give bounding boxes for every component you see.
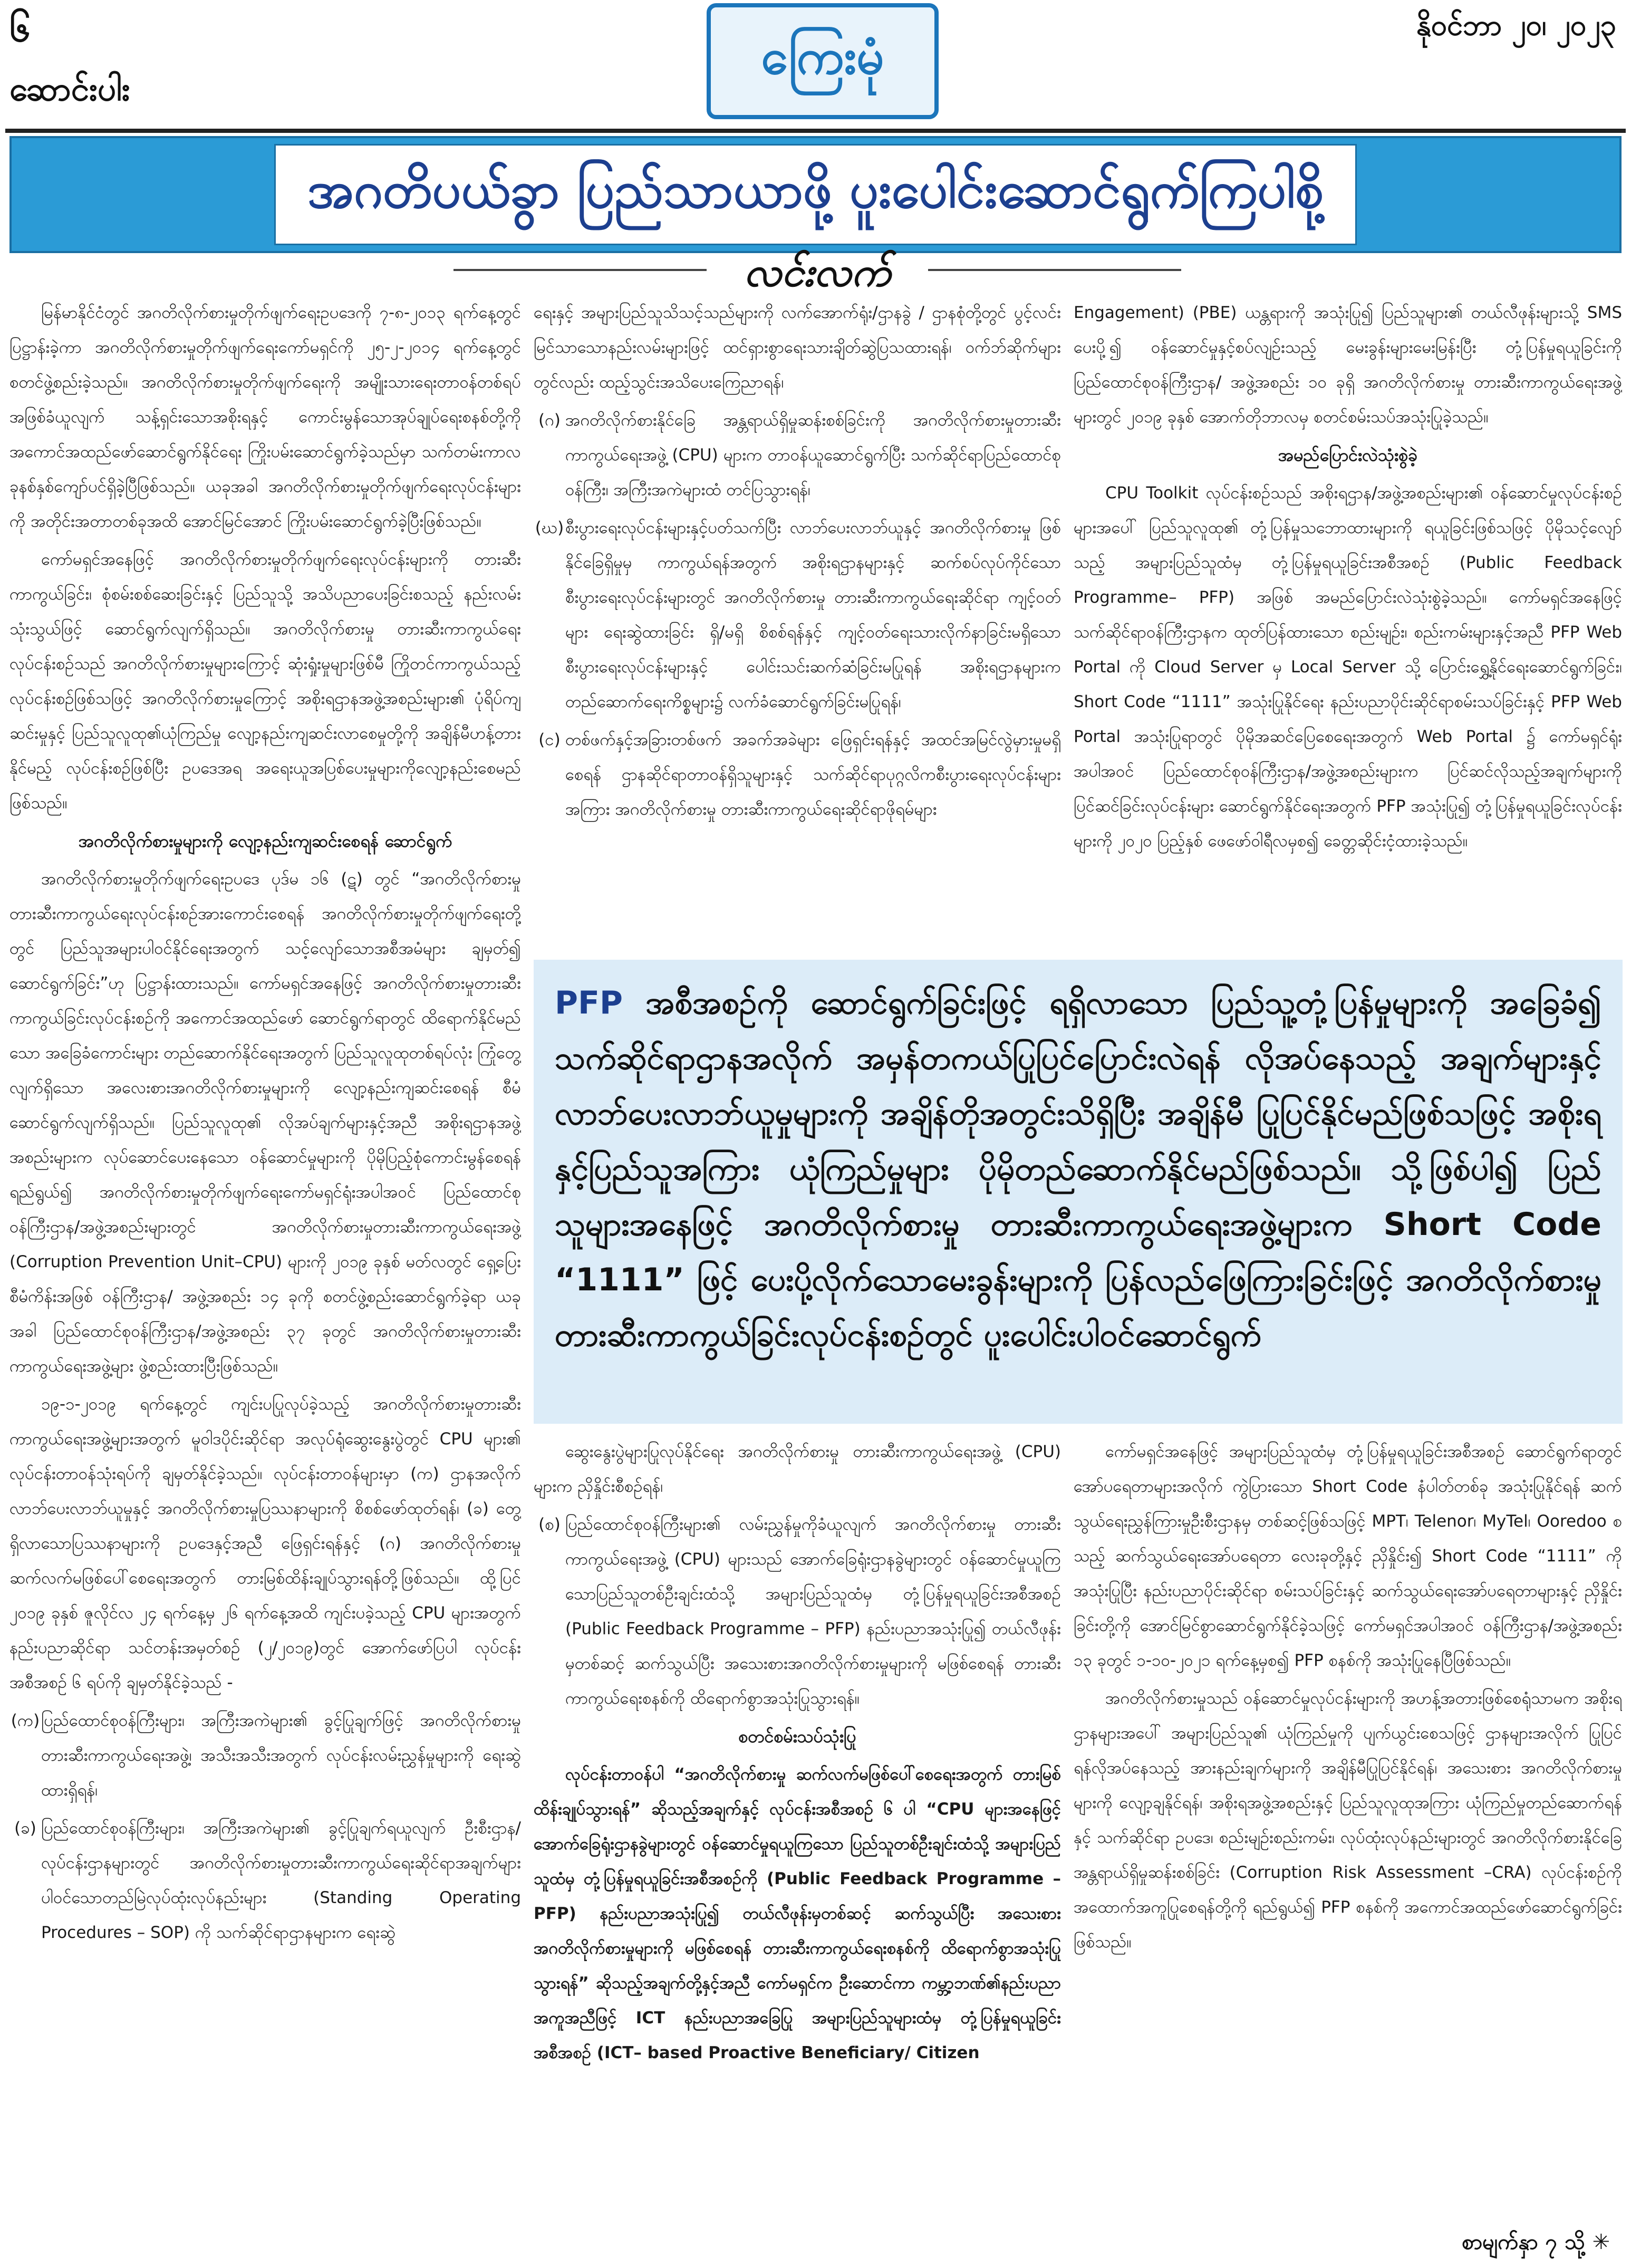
list-text: အဂတိလိုက်စားနိုင်ခြေ အန္တရာယ်ရှိမှုဆန်းစစ်ခြင်းကို အဂတိလိုက်စားမှုတားဆီးကာကွယ်ရေးအဖွဲ့ (CPU) များက တာဝန်ယူဆောင်ရွက်ပြီး သက်ဆိုင်ရာပြည်ထောင်စုဝန်ကြီး၊ အကြီးအကဲများထံ တင်ပြသွားရန်၊: [565, 411, 1061, 499]
paragraph: CPU Toolkit လုပ်ငန်းစဉ်သည် အစိုးရဌာန/အဖွဲ့အစည်းများ၏ ဝန်ဆောင်မှုလုပ်ငန်းစဉ်များအပေါ် ပြည်သူလူထု၏ တုံ့ပြန်မှုသဘောထားများကို ရယူခြင်းဖြစ်သဖြင့် ပိုမိုသင့်လျော်သည့် အများပြည်သူထံမှ တုံ့ပြန်မှုရယူခြင်းအစီအစဉ် (Public Feedback Programme– PFP) အဖြစ် အမည်ပြောင်းလဲသုံးစွဲခဲ့သည်။ ကော်မရှင်အနေဖြင့် သက်ဆိုင်ရာဝန်ကြီးဌာနက ထုတ်ပြန်ထားသော စည်းမျဉ်း၊ စည်းကမ်းများနှင့်အညီ PFP Web Portal ကို Cloud Server မှ Local Server သို့ ပြောင်းရွှေ့နိုင်ရေးဆောင်ရွက်ခြင်း၊ Short Code “1111” အသုံးပြုနိုင်ရေး နည်းပညာပိုင်းဆိုင်ရာစမ်းသပ်ခြင်းနှင့် PFP Web Portal အသုံးပြုရာတွင် ပိုမိုအဆင်ပြေစေရေးအတွက် Web Portal ၌ ကော်မရှင်ရုံးအပါအဝင် ပြည်ထောင်စုဝန်ကြီးဌာန/အဖွဲ့အစည်းများက ပြင်ဆင်လိုသည့်အချက်များကို ပြင်ဆင်ခြင်းလုပ်ငန်းများ ဆောင်ရွက်နိုင်ရေးအတွက် PFP အသုံးပြု၍ တုံ့ပြန်မှုရယူခြင်းလုပ်ငန်းများကို ၂၀၂၀ ပြည့်နှစ် ဖေဖော်ဝါရီလမှစ၍ ခေတ္တဆိုင်းငံ့ထားခဲ့သည်။: [1074, 484, 1622, 851]
masthead-logo: ကြေးမုံ: [707, 3, 939, 119]
subheading: စတင်စမ်းသပ်သုံးပြု: [738, 1726, 856, 1746]
byline-rule-left: [453, 269, 707, 271]
article-headline: အဂတိပယ်ခွာ ပြည်သာယာဖို့ ပူးပေါင်းဆောင်ရွက်ကြပါစို့: [274, 144, 1357, 245]
continued-on-page: စာမျက်နှာ ၇ သို့ ✳: [1462, 2230, 1610, 2254]
paragraph: လုပ်ငန်းတာဝန်ပါ “အဂတိလိုက်စားမှု ဆက်လက်မဖြစ်ပေါ်စေရေးအတွက် တားမြစ်ထိန်းချုပ်သွားရန်” ဆိုသည့်အချက်နှင့် လုပ်ငန်းအစီအစဉ် ၆ ပါ “CPU များအနေဖြင့် အောက်ခြေရုံးဌာနခွဲများတွင် ဝန်ဆောင်မှုရယူကြသော ပြည်သူတစ်ဦးချင်းထံသို့ အများပြည်သူထံမှ တုံ့ပြန်မှုရယူခြင်းအစီအစဉ်ကို (Public Feedback Programme – PFP) နည်းပညာအသုံးပြု၍ တယ်လီဖုန်းမှတစ်ဆင့် ဆက်သွယ်ပြီး အသေးစားအဂတိလိုက်စားမှုများကို မဖြစ်စေရန် တားဆီးကာကွယ်ရေးစနစ်ကို ထိရောက်စွာအသုံးပြုသွားရန်” ဆိုသည့်အချက်တို့နှင့်အညီ ကော်မရှင်က ဦးဆောင်ကာ ကမ္ဘာ့ဘဏ်၏နည်းပညာအကူအညီဖြင့် ICT နည်းပညာအခြေပြု အများပြည်သူများထံမှ တုံ့ပြန်မှုရယူခြင်းအစီအစဉ် (ICT– based Proactive Beneficiary/ Citizen: [534, 1765, 1061, 2062]
list-text: ပြည်ထောင်စုဝန်ကြီးများ၊ အကြီးအကဲများ၏ ခွင့်ပြုချက်ရယူလျက် ဦးစီးဌာန/လုပ်ငန်းဌာနများတွင် အဂတိလိုက်စားမှုတားဆီးကာကွယ်ရေးဆိုင်ရာအချက်များ ပါဝင်သောတည်မြဲလုပ်ထုံးလုပ်နည်းများ (Standing Operating Procedures – SOP) ကို သက်ဆိုင်ရာဌာနများက ရေးဆွဲ: [41, 1819, 521, 1942]
list-marker: (ဂ): [538, 411, 561, 430]
paragraph: အဂတိလိုက်စားမှုတိုက်ဖျက်ရေးဥပဒေ ပုဒ်မ ၁၆ (ဋ) တွင် “အဂတိလိုက်စားမှုတားဆီးကာကွယ်ရေးလုပ်ငန်းစဉ်အားကောင်းစေရန် အဂတိလိုက်စားမှုတိုက်ဖျက်ရေးတို့တွင် ပြည်သူအများပါဝင်နိုင်ရေးအတွက် သင့်လျော်သောအစီအမံများ ချမှတ်၍ ဆောင်ရွက်ခြင်း”ဟု ပြဋ္ဌာန်းထားသည်။ ကော်မရှင်အနေဖြင့် အဂတိလိုက်စားမှုတားဆီးကာကွယ်ခြင်းလုပ်ငန်းစဉ်ကို အကောင်အထည်ဖော် ဆောင်ရွက်ရာတွင် ထိရောက်နိုင်မည်သော အခြေခံကောင်းများ တည်ဆောက်နိုင်ရေးအတွက် ပြည်သူလူထုတစ်ရပ်လုံး ကြုံတွေ့လျက်ရှိသော အလေးစားအဂတိလိုက်စားမှုများကို လျော့နည်းကျဆင်းစေရန် စီမံဆောင်ရွက်လျက်ရှိသည်။ ပြည်သူလူထု၏ လိုအပ်ချက်များနှင့်အညီ အစိုးရဌာနအဖွဲ့အစည်းများက လုပ်ဆောင်ပေးနေသော ဝန်ဆောင်မှုများကို ပိုမိုပြည့်စုံကောင်းမွန်စေရန်ရည်ရွယ်၍ အဂတိလိုက်စားမှုတိုက်ဖျက်ရေးကော်မရှင်ရုံးအပါအဝင် ပြည်ထောင်စုဝန်ကြီးဌာန/အဖွဲ့အစည်းများတွင် အဂတိလိုက်စားမှုတားဆီးကာကွယ်ရေးအဖွဲ့ (Corruption Prevention Unit–CPU) များကို ၂၀၁၉ ခုနှစ် မတ်လတွင် ရှေ့ပြေးစီမံကိန်းအဖြစ် ဝန်ကြီးဌာန/ အဖွဲ့အစည်း ၁၄ ခုကို စတင်ဖွဲ့စည်းဆောင်ရွက်ခဲ့ရာ ယခုအခါ ပြည်ထောင်စုဝန်ကြီးဌာန/အဖွဲ့အစည်း ၃၇ ခုတွင် အဂတိလိုက်စားမှုတားဆီးကာကွယ်ရေးအဖွဲ့များ ဖွဲ့စည်းထားပြီးဖြစ်သည်။: [9, 870, 521, 1376]
list-text: စီးပွားရေးလုပ်ငန်းများနှင့်ပတ်သက်ပြီး လာဘ်ပေးလာဘ်ယူနှင့် အဂတိလိုက်စားမှု ဖြစ်နိုင်ခြေရှိမှုမှ ကာကွယ်ရန်အတွက် အစိုးရဌာနများနှင့် ဆက်စပ်လုပ်ကိုင်သော စီးပွားရေးလုပ်ငန်းများတွင် အဂတိလိုက်စားမှု တားဆီးကာကွယ်ရေးဆိုင်ရာ ကျင့်ဝတ်များ ရေးဆွဲထားခြင်း ရှိ/မရှိ စိစစ်ရန်နှင့် ကျင့်ဝတ်ရေးသားလိုက်နာခြင်းမရှိသော စီးပွားရေးလုပ်ငန်းများနှင့် ပေါင်းသင်းဆက်ဆံခြင်းမပြုရန် အစိုးရဌာနများက တည်ဆောက်ရေးကိစ္စများ၌ လက်ခံဆောင်ရွက်ခြင်းမပြုရန်၊: [565, 518, 1061, 711]
page-number: ၆: [9, 7, 31, 50]
paragraph: ကော်မရှင်အနေဖြင့် အဂတိလိုက်စားမှုတိုက်ဖျက်ရေးလုပ်ငန်းများကို တားဆီးကာကွယ်ခြင်း၊ စုံစမ်းစစ်ဆေးခြင်းနှင့် ပြည်သူသို့ အသိပညာပေးခြင်းစသည့် နည်းလမ်းသုံးသွယ်ဖြင့် ဆောင်ရွက်လျက်ရှိသည်။ အဂတိလိုက်စားမှု တားဆီးကာကွယ်ရေးလုပ်ငန်းစဉ်သည် အဂတိလိုက်စားမှုများကြောင့် ဆုံးရှုံးမှုများဖြစ်မီ ကြိုတင်ကာကွယ်သည့်လုပ်ငန်းစဉ်ဖြစ်သဖြင့် အဂတိလိုက်စားမှုကြောင့် အစိုးရဌာနအဖွဲ့အစည်းများ၏ ပုံရိပ်ကျဆင်းမှုနှင့် ပြည်သူလူထု၏ယုံကြည်မှု လျော့နည်းကျဆင်းလာစေမှုတို့ကို အချိန်မီဟန့်တားနိုင်မည့် လုပ်ငန်းစဉ်ဖြစ်ပြီး ဥပဒေအရ အရေးယူအပြစ်ပေးမှုများကိုလျော့နည်းစေမည်ဖြစ်သည်။: [9, 550, 521, 813]
list-text: ပြည်ထောင်စုဝန်ကြီးများ၏ လမ်းညွှန်မှုကိုခံယူလျက် အဂတိလိုက်စားမှု တားဆီးကာကွယ်ရေးအဖွဲ့ (CPU) များသည် အောက်ခြေရုံးဌာနခွဲများတွင် ဝန်ဆောင်မှုယူကြသောပြည်သူတစ်ဦးချင်းထံသို့ အများပြည်သူထံမှ တုံ့ပြန်မှုရယူခြင်းအစီအစဉ် (Public Feedback Programme – PFP) နည်းပညာအသုံးပြု၍ တယ်လီဖုန်းမှတစ်ဆင့် ဆက်သွယ်ပြီး အသေးစားအဂတိလိုက်စားမှုများကို မဖြစ်စေရန် တားဆီးကာကွယ်ရေးစနစ်ကို ထိရောက်စွာအသုံးပြုသွားရန်။: [565, 1515, 1061, 1708]
paragraph: အဂတိလိုက်စားမှုသည် ဝန်ဆောင်မှုလုပ်ငန်းများကို အဟန့်အတားဖြစ်စေရုံသာမက အစိုးရဌာနများအပေါ် အများပြည်သူ၏ ယုံကြည်မှုကို ပျက်ယွင်းစေသဖြင့် ဌာနများအလိုက် ပြုပြင်ရန်လိုအပ်နေသည့် အားနည်းချက်များကို အချိန်မီပြုပြင်နိုင်ရန်၊ အသေးစား အဂတိလိုက်စားမှုများကို လျော့ချနိုင်ရန်၊ အစိုးရအဖွဲ့အစည်းနှင့် ပြည်သူလူထုအကြား ယုံကြည်မှုတည်ဆောက်ရန်နှင့် သက်ဆိုင်ရာ ဥပဒေ၊ စည်းမျဉ်းစည်းကမ်း၊ လုပ်ထုံးလုပ်နည်းများတွင် အဂတိလိုက်စားနိုင်ခြေအန္တရာယ်ရှိမှုဆန်းစစ်ခြင်း (Corruption Risk Assessment –CRA) လုပ်ငန်းစဉ်ကို အထောက်အကူပြုစေရန်တို့ကို ရည်ရွယ်၍ PFP စနစ်ကို အကောင်အထည်ဖော်ဆောင်ရွက်ခြင်းဖြစ်သည်။: [1074, 1689, 1622, 1952]
list-text: တစ်ဖက်နှင့်အခြားတစ်ဖက် အခက်အခဲများ ဖြေရှင်းရန်နှင့် အထင်အမြင်လွဲမှားမှုမရှိစေရန် ဌာနဆိုင်ရာတာဝန်ရှိသူများနှင့် သက်ဆိုင်ရာပုဂ္ဂလိကစီးပွားရေးလုပ်ငန်းများအကြား အဂတိလိုက်စားမှု တားဆီးကာကွယ်ရေးဆိုင်ရာဖိုရမ်များ: [565, 730, 1061, 819]
list-marker: (စ): [538, 1515, 561, 1534]
publication-date: နိုဝင်ဘာ ၂၀၊ ၂၀၂၃: [1416, 8, 1616, 42]
column-1: [9, 295, 521, 2246]
paragraph: ၁၉-၁-၂၀၁၉ ရက်နေ့တွင် ကျင်းပပြုလုပ်ခဲ့သည့် အဂတိလိုက်စားမှုတားဆီးကာကွယ်ရေးအဖွဲ့များအတွက် မူဝါဒပိုင်းဆိုင်ရာ အလုပ်ရုံဆွေးနွေးပွဲတွင် CPU များ၏ လုပ်ငန်းတာဝန်သုံးရပ်ကို ချမှတ်နိုင်ခဲ့သည်။ လုပ်ငန်းတာဝန်များမှာ (က) ဌာနအလိုက် လာဘ်ပေးလာဘ်ယူမှုနှင့် အဂတိလိုက်စားမှုပြဿနာများကို စိစစ်ဖော်ထုတ်ရန်၊ (ခ) တွေ့ရှိလာသောပြဿနာများကို ဥပဒေနှင့်အညီ ဖြေရှင်းရန်နှင့် (ဂ) အဂတိလိုက်စားမှု ဆက်လက်မဖြစ်ပေါ်စေရေးအတွက် တားမြစ်ထိန်းချုပ်သွားရန်တို့ဖြစ်သည်။ ထို့ပြင် ၂၀၁၉ ခုနှစ် ဇူလိုင်လ ၂၄ ရက်နေ့မှ ၂၆ ရက်နေ့အထိ ကျင်းပခဲ့သည့် CPU များအတွက် နည်းပညာဆိုင်ရာ သင်တန်းအမှတ်စဉ် (၂/၂၀၁၉)တွင် အောက်ဖော်ပြပါ လုပ်ငန်းအစီအစဉ် ၆ ရပ်ကို ချမှတ်နိုင်ခဲ့သည် -: [9, 1395, 521, 1692]
column-3-top: [1074, 295, 1622, 954]
list-item: [9, 1703, 521, 1808]
paragraph: ကော်မရှင်အနေဖြင့် အများပြည်သူထံမှ တုံ့ပြန်မှုရယူခြင်းအစီအစဉ် ဆောင်ရွက်ရာတွင် အော်ပရေတာများအလိုက် ကွဲပြားသော Short Code နံပါတ်တစ်ခု အသုံးပြုနိုင်ရန် ဆက်သွယ်ရေးညွှန်ကြားမှုဦးစီးဌာနမှ တစ်ဆင့်ဖြစ်သဖြင့် MPT၊ Telenor၊ MyTel၊ Ooredoo စသည့် ဆက်သွယ်ရေးအော်ပရေတာ လေးခုတို့နှင့် ညှိနှိုင်း၍ Short Code “1111” ကို အသုံးပြုပြီး နည်းပညာပိုင်းဆိုင်ရာ စမ်းသပ်ခြင်းနှင့် ဆက်သွယ်ရေးအော်ပရေတာများနှင့် ညှိနှိုင်းခြင်းတို့ကို အောင်မြင်စွာဆောင်ရွက်နိုင်ခဲ့သဖြင့် ကော်မရှင်အပါအဝင် ဝန်ကြီးဌာန/အဖွဲ့အစည်း ၁၃ ခုတွင် ၁-၁၀-၂၀၂၁ ရက်နေ့မှစ၍ PFP စနစ်ကို အသုံးပြုနေပြီဖြစ်သည်။: [1074, 1442, 1622, 1670]
column-2-bottom: [534, 1434, 1061, 2246]
pull-quote-text: အစီအစဉ်ကို ဆောင်ရွက်ခြင်းဖြင့် ရရှိလာသော ပြည်သူ့တုံ့ပြန်မှုများကို အခြေခံ၍ သက်ဆိုင်ရာဌာနအလိုက် အမှန်တကယ်ပြုပြင်ပြောင်းလဲရန် လိုအပ်နေသည့် အချက်များနှင့် လာဘ်ပေးလာဘ်ယူမှုများကို အချိန်တိုအတွင်းသိရှိပြီး အချိန်မီ ပြုပြင်နိုင်မည်ဖြစ်သဖြင့် အစိုးရနှင့်ပြည်သူအကြား ယုံကြည်မှုများ ပိုမိုတည်ဆောက်နိုင်မည်ဖြစ်သည်။ သို့ဖြစ်ပါ၍ ပြည်သူများအနေဖြင့် အဂတိလိုက်စားမှု တားဆီးကာကွယ်ရေးအဖွဲ့များက Short Code “1111” ဖြင့် ပေးပို့လိုက်သောမေးခွန်းများကို ပြန်လည်ဖြေကြားခြင်းဖြင့် အဂတိလိုက်စားမှုတားဆီးကာကွယ်ခြင်းလုပ်ငန်းစဉ်တွင် ပူးပေါင်းပါဝင်ဆောင်ရွက်: [555, 985, 1602, 1354]
header-divider: [5, 129, 1626, 133]
list-item: [534, 1507, 1061, 1716]
pull-quote: [534, 960, 1623, 1424]
paragraph: ဆွေးနွေးပွဲများပြုလုပ်နိုင်ရေး အဂတိလိုက်စားမှု တားဆီးကာကွယ်ရေးအဖွဲ့ (CPU) များက ညှိနှိုင်းစီစဉ်ရန်၊: [534, 1442, 1061, 1496]
list-item: [9, 1811, 521, 1950]
list-text: ပြည်ထောင်စုဝန်ကြီးများ၊ အကြီးအကဲများ၏ ခွင့်ပြုချက်ဖြင့် အဂတိလိုက်စားမှု တားဆီးကာကွယ်ရေးအဖွဲ့၊ အသီးအသီးအတွက် လုပ်ငန်းလမ်းညွှန်မှုများကို ရေးဆွဲထားရှိရန်၊: [41, 1711, 521, 1800]
list-item: [534, 510, 1061, 719]
headline-banner: [9, 136, 1622, 253]
list-marker: (ခ): [14, 1819, 36, 1838]
article-byline: လင်းလက်: [744, 248, 891, 295]
list-marker: (င): [538, 730, 561, 749]
subheading: အမည်ပြောင်းလဲသုံးစွဲခဲ့: [1278, 445, 1418, 465]
section-label: ဆောင်းပါး: [9, 70, 130, 108]
subheading: အဂတိလိုက်စားမှုများကို လျော့နည်းကျဆင်းစေရန် ဆောင်ရွက်: [78, 831, 452, 851]
paragraph: မြန်မာနိုင်ငံတွင် အဂတိလိုက်စားမှုတိုက်ဖျက်ရေးဥပဒေကို ၇-၈-၂၀၁၃ ရက်နေ့တွင် ပြဋ္ဌာန်းခဲ့ကာ အဂတိလိုက်စားမှုတိုက်ဖျက်ရေးကော်မရှင်ကို ၂၅-၂-၂၀၁၄ ရက်နေ့တွင် စတင်ဖွဲ့စည်းခဲ့သည်။ အဂတိလိုက်စားမှုတိုက်ဖျက်ရေးကို အမျိုးသားရေးတာဝန်တစ်ရပ်အဖြစ်ခံယူလျက် သန့်ရှင်းသောအစိုးရနှင့် ကောင်းမွန်သောအုပ်ချုပ်ရေးစနစ်တို့ကို အကောင်အထည်ဖော်ဆောင်ရွက်နိုင်ရေး ကြိုးပမ်းဆောင်ရွက်ခဲ့သည်မှာ သက်တမ်းကာလ ခုနစ်နှစ်ကျော်ပင်ရှိခဲ့ပြီဖြစ်သည်။ ယခုအခါ အဂတိလိုက်စားမှုတိုက်ဖျက်ရေးလုပ်ငန်းများကို အတိုင်းအတာတစ်ခုအထိ အောင်မြင်အောင် ကြိုးပမ်းဆောင်ရွက်ခဲ့ပြီးဖြစ်သည်။: [9, 303, 521, 531]
list-item: [534, 722, 1061, 827]
column-3-bottom: [1074, 1434, 1622, 2220]
paragraph: ရေးနှင့် အများပြည်သူသိသင့်သည်များကို လက်အောက်ရုံး/ဌာနခွဲ / ဌာနစုံတို့တွင် ပွင့်လင်းမြင်သာသောနည်းလမ်းများဖြင့် ထင်ရှားစွာရေးသားချိတ်ဆွဲပြသထားရန်၊ ဝက်ဘ်ဆိုက်များတွင်လည်း ထည့်သွင်းအသိပေးကြေညာရန်၊: [534, 303, 1061, 392]
byline-rule-right: [928, 269, 1181, 271]
column-2-top: [534, 295, 1061, 954]
list-marker: (က): [11, 1711, 40, 1730]
pull-quote-lead: PFP: [555, 985, 623, 1021]
paragraph: Engagement) (PBE) ယန္တရားကို အသုံးပြု၍ ပြည်သူများ၏ တယ်လီဖုန်းများသို့ SMS ပေးပို့၍ ဝန်ဆောင်မှုနှင့်စပ်လျဉ်းသည့် မေးခွန်းများမေးမြန်းပြီး တုံ့ပြန်မှုရယူခြင်းကို ပြည်ထောင်စုဝန်ကြီးဌာန/ အဖွဲ့အစည်း ၁၀ ခုရှိ အဂတိလိုက်စားမှု တားဆီးကာကွယ်ရေးအဖွဲ့များတွင် ၂၀၁၉ ခုနှစ် အောက်တိုဘာလမှ စတင်စမ်းသပ်အသုံးပြုခဲ့သည်။: [1074, 303, 1622, 427]
list-item: [534, 403, 1061, 507]
list-marker: (ဃ): [535, 518, 564, 537]
